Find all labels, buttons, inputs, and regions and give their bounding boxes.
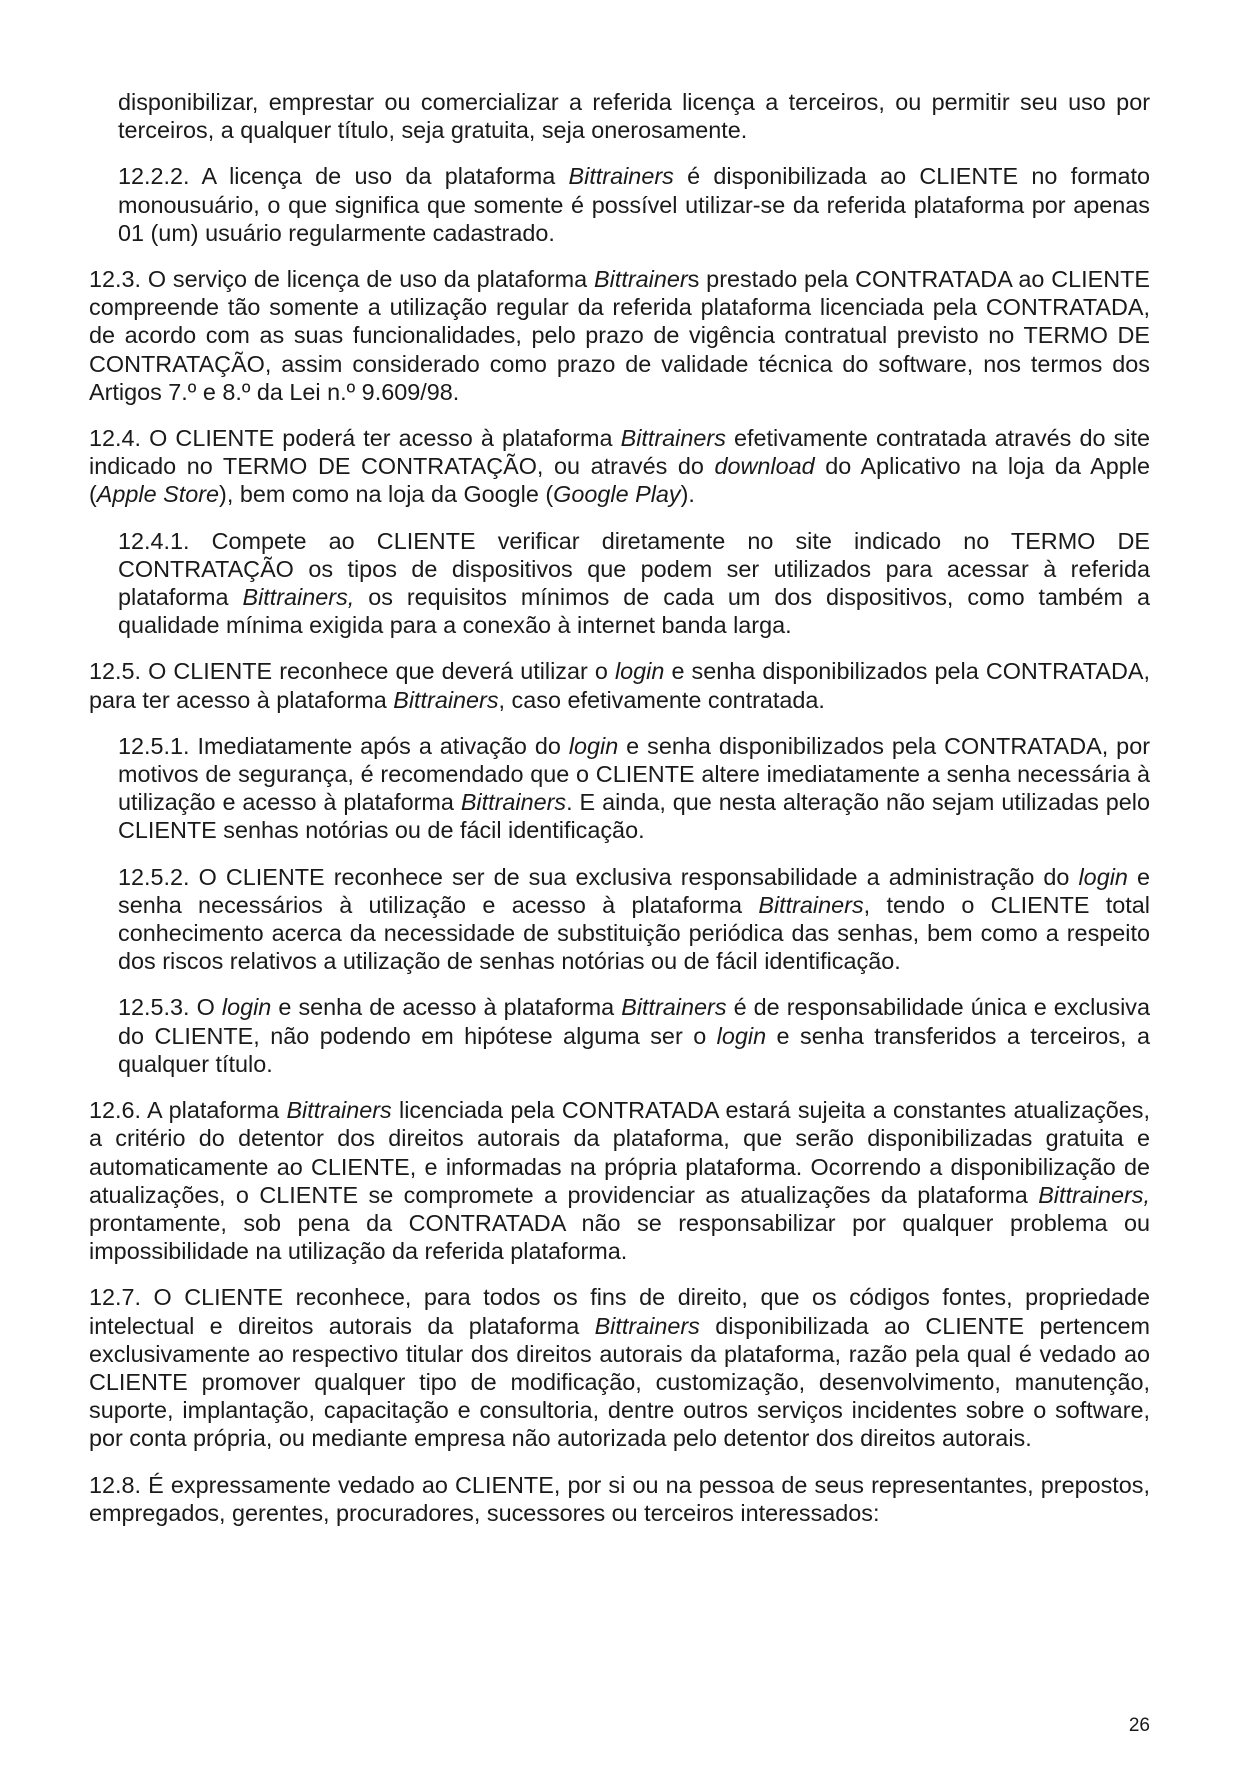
italic-term: login [716, 1022, 767, 1049]
text-run: e senha disponibilizados pela CONTRATADA, por motivos de segurança, é recomendado que o CLIENTE altere imediatamente a senha necessária à utilização e acesso à plataforma [118, 732, 1150, 816]
text-run: . E ainda, que nesta alteração não sejam utilizadas pelo CLIENTE senhas notórias ou de fácil identificação. [118, 789, 1150, 844]
italic-term: Bittrainers [460, 789, 567, 816]
clause-12-7 [89, 1283, 1150, 1452]
clause-12-5-2 [118, 863, 1150, 976]
clause-continuation: disponibilizar, emprestar ou comercializar a referida licença a terceiros, ou permitir seu uso por terceiros, a qualquer título, seja gratuita, seja onerosamente. [118, 89, 1150, 144]
italic-term: download [714, 453, 815, 480]
text-run: 12.5.1. Imediatamente após a ativação do [118, 732, 569, 759]
clause-12-4 [89, 424, 1150, 509]
text-run: e senha disponibilizados pela CONTRATADA, para ter acesso à plataforma [89, 658, 1150, 713]
italic-term: Apple Store [96, 481, 220, 508]
italic-term: Bittrainers [286, 1097, 392, 1124]
text-run: disponibilizada ao CLIENTE pertencem exclusivamente ao respectivo titular dos direitos autorais da plataforma, razão pela qual é vedado ao CLIENTE promover qualquer tipo de modificação, customização, desenvolvimento, manutenção, suporte, implantação, capacitação e consultoria, dentre outros serviços incidentes sobre o software, por conta própria, ou mediante empresa não autorizada pelo detentor dos direitos autorais. [89, 1312, 1150, 1452]
text-run: 12.6. A plataforma [89, 1097, 287, 1124]
clause-12-4-1 [118, 527, 1150, 640]
clause-12-5-1 [118, 732, 1150, 845]
clause-12-8: 12.8. É expressamente vedado ao CLIENTE, por si ou na pessoa de seus representantes, prepostos, empregados, gerentes, procuradores, sucessores ou terceiros interessados: [89, 1471, 1150, 1526]
italic-term: Bittrainer [594, 266, 688, 293]
text-run: os requisitos mínimos de cada um dos dispositivos, como também a qualidade mínima exigida para a conexão à internet banda larga. [118, 584, 1150, 639]
italic-term: login [568, 732, 619, 759]
italic-term: login [221, 994, 272, 1021]
clause-12-2-2 [118, 162, 1150, 247]
italic-term: Bittrainers [758, 891, 864, 918]
text-run: é de responsabilidade única e exclusiva do CLIENTE, não podendo em hipótese alguma ser o [118, 994, 1150, 1049]
text-run: e senha de acesso à plataforma [271, 994, 622, 1021]
italic-term: Bittrainers [621, 994, 727, 1021]
italic-term: Bittrainers [568, 163, 674, 190]
text-run: 12.5. O CLIENTE reconhece que deverá utilizar o [89, 658, 615, 685]
italic-term: Bittrainers, [1038, 1181, 1150, 1208]
page-content [89, 88, 1150, 1545]
text-run: licenciada pela CONTRATADA estará sujeita a constantes atualizações, a critério do detentor dos direitos autorais da plataforma, que serão disponibilizadas gratuita e automaticamente ao CLIENTE, e informadas na própria plataforma. Ocorrendo a disponibilização de atualizações, o CLIENTE se compromete a providenciar as atualizações da plataforma [89, 1097, 1150, 1208]
italic-term: Bittrainers, [242, 584, 355, 611]
italic-term: Bittrainers [594, 1312, 700, 1339]
text-run: é disponibilizada ao CLIENTE no formato monousuário, o que significa que somente é possível utilizar-se da referida plataforma por apenas 01 (um) usuário regularmente cadastrado. [118, 163, 1150, 246]
italic-term: login [614, 658, 665, 685]
text-run: , caso efetivamente contratada. [498, 686, 825, 713]
text-run: do Aplicativo na loja da Apple ( [89, 453, 1150, 508]
italic-term: login [1078, 863, 1128, 890]
text-run: 12.4.1. Compete ao CLIENTE verificar diretamente no site indicado no TERMO DE CONTRATAÇÃO os tipos de dispositivos que podem ser utilizados para acessar à referida plataforma [118, 527, 1150, 611]
text-run: 12.2.2. A licença de uso da plataforma [118, 163, 569, 190]
clause-12-3 [89, 265, 1150, 406]
text-run: ), bem como na loja da Google ( [219, 481, 554, 508]
italic-term: Bittrainers [393, 686, 499, 713]
page-number: 26 [1128, 1715, 1150, 1736]
clause-12-5 [89, 657, 1150, 713]
italic-term: Google Play [553, 481, 681, 508]
text-run: s prestado pela CONTRATADA ao CLIENTE compreende tão somente a utilização regular da referida plataforma licenciada pela CONTRATADA, de acordo com as suas funcionalidades, pelo prazo de vigência contratual previsto no TERMO DE CONTRATAÇÃO, assim considerado como prazo de validade técnica do software, nos termos dos Artigos 7.º e 8.º da Lei n.º 9.609/98. [89, 266, 1150, 405]
clause-12-5-3 [118, 993, 1150, 1078]
clause-12-6 [89, 1096, 1150, 1265]
text-run: 12.5.3. O [118, 994, 222, 1021]
text-run: 12.4. O CLIENTE poderá ter acesso à plataforma [89, 425, 621, 452]
text-run: efetivamente contratada através do site indicado no TERMO DE CONTRATAÇÃO, ou através do [89, 425, 1150, 480]
italic-term: Bittrainers [620, 425, 726, 452]
text-run: , tendo o CLIENTE total conhecimento acerca da necessidade de substituição periódica das senhas, bem como a respeito dos riscos relativos a utilização de senhas notórias ou de fácil identificação. [118, 891, 1150, 975]
text-run: ). [680, 481, 695, 508]
text-run: 12.7. O CLIENTE reconhece, para todos os fins de direito, que os códigos fontes, propriedade intelectual e direitos autorais da plataforma [89, 1284, 1150, 1339]
text-run: e senha necessários à utilização e acesso à plataforma [118, 863, 1150, 918]
text-run: 12.5.2. O CLIENTE reconhece ser de sua exclusiva responsabilidade a administração do [118, 863, 1079, 890]
text-run: 12.3. O serviço de licença de uso da plataforma [89, 266, 595, 293]
text-run: prontamente, sob pena da CONTRATADA não se responsabilizar por qualquer problema ou impossibilidade na utilização da referida plataforma. [89, 1209, 1150, 1265]
text-run: e senha transferidos a terceiros, a qualquer título. [118, 1022, 1150, 1077]
